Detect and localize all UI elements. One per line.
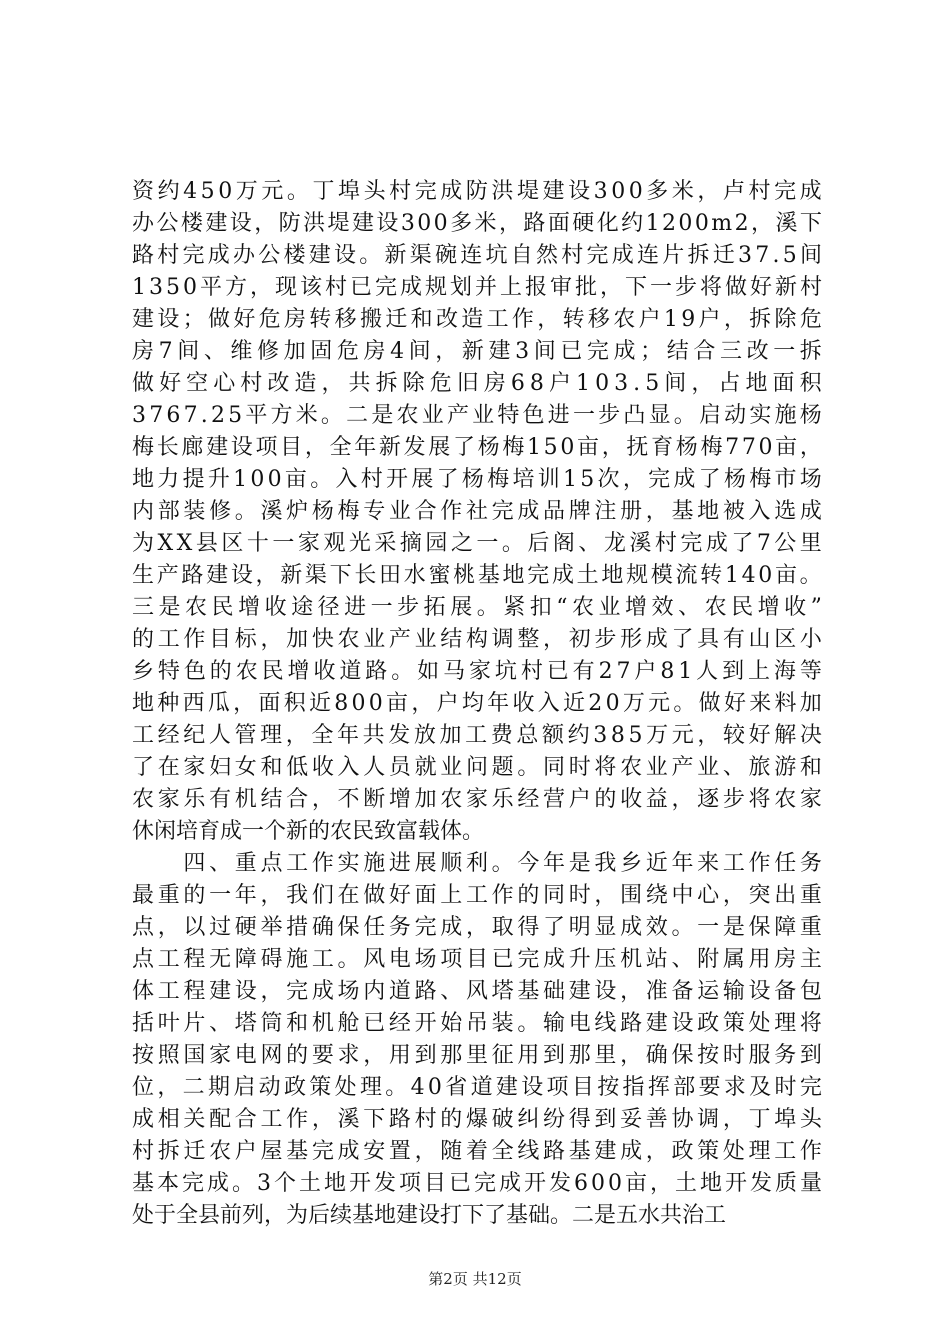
page-footer: 第2页 共12页 (428, 1270, 522, 1288)
text-line: 三 是 农 民 增 收 途 径 进 一 步 拓 展 。 紧 扣 “ 农 业 增 效 、 农 民 增 收 ” (132, 595, 822, 620)
text-line: 做 好 空 心 村 改 造 ， 共 拆 除 危 旧 房 6 8 户 1 0 3 . 5 间 ， 占 地 面 积 (132, 371, 822, 396)
text-line: 1 3 5 0 平 方 ， 现 该 村 已 完 成 规 划 并 上 报 审 批 ， 下 一 步 将 做 好 新 村 (132, 275, 822, 300)
text-line: 括 叶 片 、 塔 筒 和 机 舱 已 经 开 始 吊 装 。 输 电 线 路 建 设 政 策 处 理 将 (132, 1011, 822, 1036)
text-line: 资 约 4 5 0 万 元 。 丁 埠 头 村 完 成 防 洪 堤 建 设 3 0 0 多 米 ， 卢 村 完 成 (132, 179, 822, 204)
text-line: 按 照 国 家 电 网 的 要 求 ， 用 到 那 里 征 用 到 那 里 ， 确 保 按 时 服 务 到 (132, 1043, 822, 1068)
text-line: 乡 特 色 的 农 民 增 收 道 路 。 如 马 家 坑 村 已 有 2 7 户 8 1 人 到 上 海 等 (132, 659, 822, 684)
text-line: 内 部 装 修 。 溪 炉 杨 梅 专 业 合 作 社 完 成 品 牌 注 册 ， 基 地 被 入 选 成 (132, 499, 822, 524)
text-line: 四 、 重 点 工 作 实 施 进 展 顺 利 。 今 年 是 我 乡 近 年 来 工 作 任 务 (183, 851, 822, 876)
text-line: 村 拆 迁 农 户 屋 基 完 成 安 置 ， 随 着 全 线 路 基 建 成 ， 政 策 处 理 工 作 (132, 1139, 822, 1164)
text-line: 休闲培育成一个新的农民致富载体。 (132, 819, 485, 844)
text-line: 3 7 6 7 . 2 5 平 方 米 。 二 是 农 业 产 业 特 色 进 一 步 凸 显 。 启 动 实 施 杨 (132, 403, 822, 428)
text-line: 成 相 关 配 合 工 作 ， 溪 下 路 村 的 爆 破 纠 纷 得 到 妥 善 协 调 ， 丁 埠 头 (132, 1107, 822, 1132)
text-line: 生 产 路 建 设 ， 新 渠 下 长 田 水 蜜 桃 基 地 完 成 土 地 规 模 流 转 1 4 0 亩 。 (132, 563, 822, 588)
body-text (132, 176, 822, 1232)
text-line: 了 在 家 妇 女 和 低 收 入 人 员 就 业 问 题 。 同 时 将 农 业 产 业 、 旅 游 和 (132, 755, 822, 780)
text-line: 地 力 提 升 1 0 0 亩 。 入 村 开 展 了 杨 梅 培 训 1 5 次 ， 完 成 了 杨 梅 市 场 (132, 467, 822, 492)
text-line: 房 7 间 、 维 修 加 固 危 房 4 间 ， 新 建 3 间 已 完 成 ； 结 合 三 改 一 拆 (132, 339, 822, 364)
text-line: 建 设 ； 做 好 危 房 转 移 搬 迁 和 改 造 工 作 ， 转 移 农 户 1 9 户 ， 拆 除 危 (132, 307, 822, 332)
text-line: 处于全县前列，为后续基地建设打下了基础。二是五水共治工 (132, 1203, 727, 1228)
text-line: 梅 长 廊 建 设 项 目 ， 全 年 新 发 展 了 杨 梅 1 5 0 亩 ， 抚 育 杨 梅 7 7 0 亩 ， (132, 435, 822, 460)
text-line: 位 ， 二 期 启 动 政 策 处 理 。 4 0 省 道 建 设 项 目 按 指 挥 部 要 求 及 时 完 (132, 1075, 822, 1100)
text-line: 点 ， 以 过 硬 举 措 确 保 任 务 完 成 ， 取 得 了 明 显 成 效 。 一 是 保 障 重 (132, 915, 822, 940)
text-line: 办 公 楼 建 设 ， 防 洪 堤 建 设 3 0 0 多 米 ， 路 面 硬 化 约 1 2 0 0 m 2 ， 溪 下 (132, 211, 822, 236)
text-line: 点 工 程 无 障 碍 施 工 。 风 电 场 项 目 已 完 成 升 压 机 站 、 附 属 用 房 主 (132, 947, 822, 972)
text-line: 基 本 完 成 。 3 个 土 地 开 发 项 目 已 完 成 开 发 6 0 0 亩 ， 土 地 开 发 质 量 (132, 1171, 822, 1196)
text-line: 工 经 纪 人 管 理 ， 全 年 共 发 放 加 工 费 总 额 约 3 8 5 万 元 ， 较 好 解 决 (132, 723, 822, 748)
text-line: 体 工 程 建 设 ， 完 成 场 内 道 路 、 风 塔 基 础 建 设 ， 准 备 运 输 设 备 包 (132, 979, 822, 1004)
text-line: 农 家 乐 有 机 结 合 ， 不 断 增 加 农 家 乐 经 营 户 的 收 益 ， 逐 步 将 农 家 (132, 787, 822, 812)
text-line: 的 工 作 目 标 ， 加 快 农 业 产 业 结 构 调 整 ， 初 步 形 成 了 具 有 山 区 小 (132, 627, 822, 652)
text-line: 地 种 西 瓜 ， 面 积 近 8 0 0 亩 ， 户 均 年 收 入 近 2 0 万 元 。 做 好 来 料 加 (132, 691, 822, 716)
text-line: 最 重 的 一 年 ， 我 们 在 做 好 面 上 工 作 的 同 时 ， 围 绕 中 心 ， 突 出 重 (132, 883, 822, 908)
text-line: 路 村 完 成 办 公 楼 建 设 。 新 渠 碗 连 坑 自 然 村 完 成 连 片 拆 迁 3 7 . 5 间 (132, 243, 822, 268)
text-line: 为 X X 县 区 十 一 家 观 光 采 摘 园 之 一 。 后 阁 、 龙 溪 村 完 成 了 7 公 里 (132, 531, 822, 556)
